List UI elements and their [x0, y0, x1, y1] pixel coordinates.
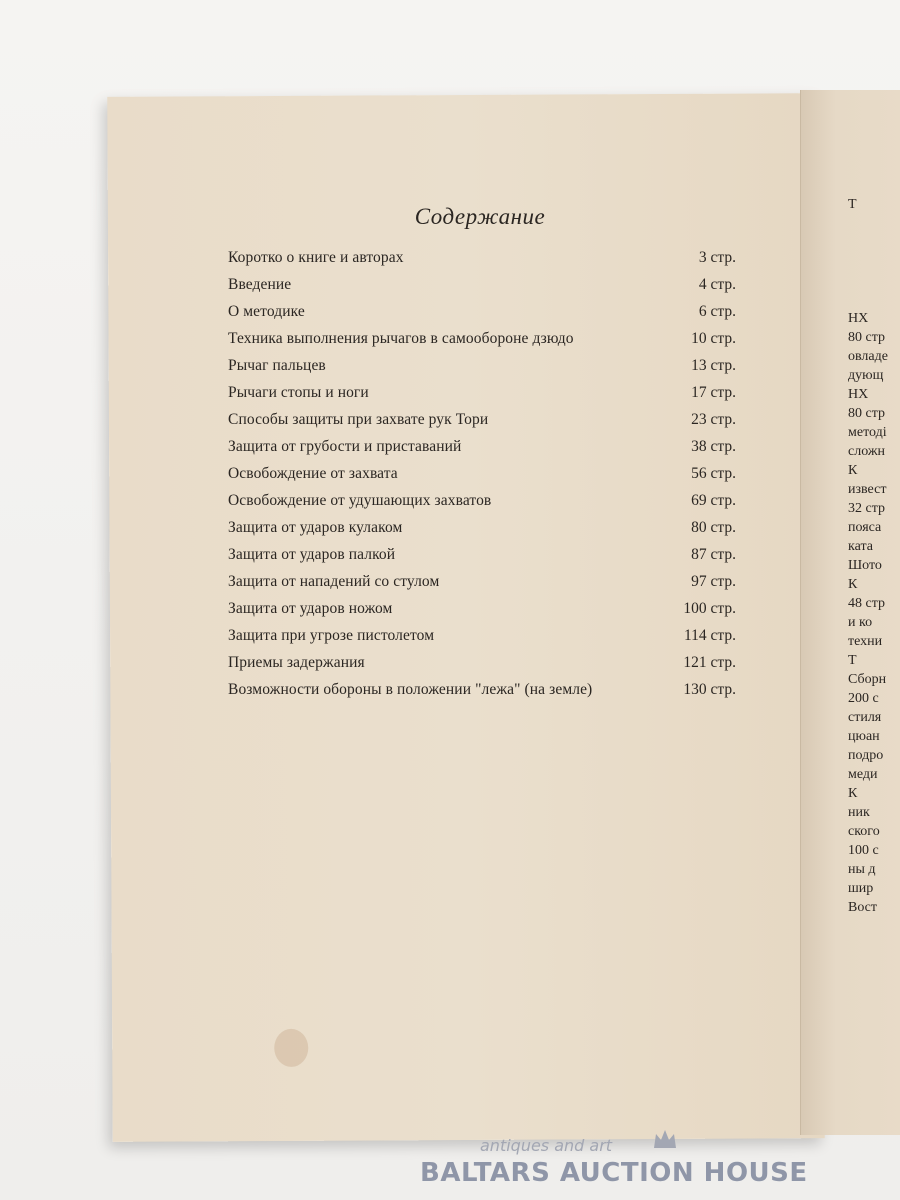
toc-entry [228, 622, 736, 649]
right-page-line: ского [848, 824, 880, 839]
toc-entry-title: Возможности обороны в положении "лежа" (на земле) [228, 681, 593, 698]
toc-entry-title: Введение [228, 276, 292, 293]
right-page-line: К [848, 463, 858, 478]
right-page-line: Сборн [848, 672, 887, 687]
toc-entry [228, 271, 736, 298]
right-page-line: техни [848, 634, 883, 649]
toc-entry [228, 379, 736, 406]
toc-entry [228, 325, 736, 352]
right-page-text [848, 195, 900, 917]
right-page-line: Шото [848, 558, 882, 573]
toc-entry-page: 97 стр. [691, 573, 736, 590]
right-page-line: методі [848, 425, 887, 440]
right-page-line: 100 с [848, 843, 879, 858]
watermark-tagline: antiques and art [480, 1136, 613, 1155]
toc-entry-title: Освобождение от удушающих захватов [228, 492, 492, 509]
right-page-line: НХ [848, 387, 869, 402]
right-page-line: извест [848, 482, 887, 497]
toc-entry-page: 130 стр. [683, 681, 736, 698]
toc-entry [228, 406, 736, 433]
toc-entry-title: Защита от ударов кулаком [228, 519, 403, 536]
toc-entry-page: 6 стр. [698, 303, 736, 320]
toc-entry-page: 10 стр. [691, 330, 736, 347]
toc-entry [228, 676, 736, 703]
toc-entry-page: 23 стр. [691, 411, 736, 428]
toc-entry [228, 568, 736, 595]
toc-entry [228, 514, 736, 541]
toc-entry-page: 80 стр. [691, 519, 736, 536]
right-page-line: и ко [848, 615, 873, 630]
toc-entry [228, 433, 736, 460]
right-page-line [848, 271, 900, 290]
toc-entry [228, 649, 736, 676]
toc-entry-title: Освобождение от захвата [228, 465, 398, 482]
right-page-line: стиля [848, 710, 882, 725]
toc-entry-title: О методике [228, 303, 305, 320]
right-page-line: дующ [848, 368, 884, 383]
toc-entry-title: Защита от ударов ножом [228, 600, 393, 617]
right-page-line: сложн [848, 444, 886, 459]
toc-entry [228, 244, 736, 271]
toc-entry-title: Способы защиты при захвате рук Тори [228, 411, 489, 428]
right-page-line: ны д [848, 862, 876, 877]
right-page-line: К [848, 786, 858, 801]
toc-entry-title: Приемы задержания [228, 654, 365, 671]
toc-entry-page: 100 стр. [683, 600, 736, 617]
toc-entry-page: 17 стр. [691, 384, 736, 401]
toc-entry-title: Защита от грубости и приставаний [228, 438, 462, 455]
right-page-line: Т [848, 197, 857, 212]
right-page-line: 32 стр [848, 501, 886, 516]
right-page-line [848, 233, 900, 252]
right-page-line: ник [848, 805, 870, 820]
toc-entry-title: Коротко о книге и авторах [228, 249, 404, 266]
right-page-line: шир [848, 881, 874, 896]
toc-entry-title: Техника выполнения рычагов в самообороне дзюдо [228, 330, 574, 347]
toc-title: Содержание [414, 204, 546, 229]
right-page-line: 80 стр [848, 330, 886, 345]
toc-entry-page: 87 стр. [691, 546, 736, 563]
toc-entry-page: 114 стр. [683, 627, 736, 644]
toc-entry [228, 595, 736, 622]
toc-entry-title: Защита от ударов палкой [228, 546, 396, 563]
right-page-line: Вост [848, 900, 878, 915]
toc-entry [228, 352, 736, 379]
right-page-line [848, 252, 900, 271]
crown-icon [652, 1128, 678, 1150]
toc-entry-page: 56 стр. [691, 465, 736, 482]
toc-entry-title: Рычаг пальцев [228, 357, 326, 374]
right-page-line: пояса [848, 520, 882, 535]
toc-entry [228, 298, 736, 325]
table-of-contents [228, 244, 736, 703]
watermark [420, 1136, 820, 1196]
toc-entry-title: Рычаги стопы и ноги [228, 384, 369, 401]
right-page-line: 80 стр [848, 406, 886, 421]
toc-entry-page: 69 стр. [691, 492, 736, 509]
right-page-line: овладе [848, 349, 888, 364]
toc-entry-page: 4 стр. [698, 276, 736, 293]
right-page-line: 48 стр [848, 596, 886, 611]
toc-entry-page: 13 стр. [691, 357, 736, 374]
right-page-line: ката [848, 539, 873, 554]
right-page-line: 200 с [848, 691, 879, 706]
paper-stain [274, 1029, 308, 1067]
right-page-line: цюан [848, 729, 880, 744]
watermark-name: BALTARS AUCTION HOUSE [420, 1158, 808, 1188]
toc-entry [228, 460, 736, 487]
right-page-line: К [848, 577, 858, 592]
right-page-line: НХ [848, 311, 869, 326]
toc-entry-title: Защита от нападений со стулом [228, 573, 440, 590]
right-page-line [848, 290, 900, 309]
toc-entry-page: 121 стр. [683, 654, 736, 671]
right-page-line: меди [848, 767, 878, 782]
right-page-line: Т [848, 653, 857, 668]
toc-entry [228, 487, 736, 514]
toc-entry-page: 38 стр. [691, 438, 736, 455]
toc-entry-page: 3 стр. [698, 249, 736, 266]
toc-entry [228, 541, 736, 568]
right-page-line: подро [848, 748, 884, 763]
toc-entry-title: Защита при угрозе пистолетом [228, 627, 435, 644]
